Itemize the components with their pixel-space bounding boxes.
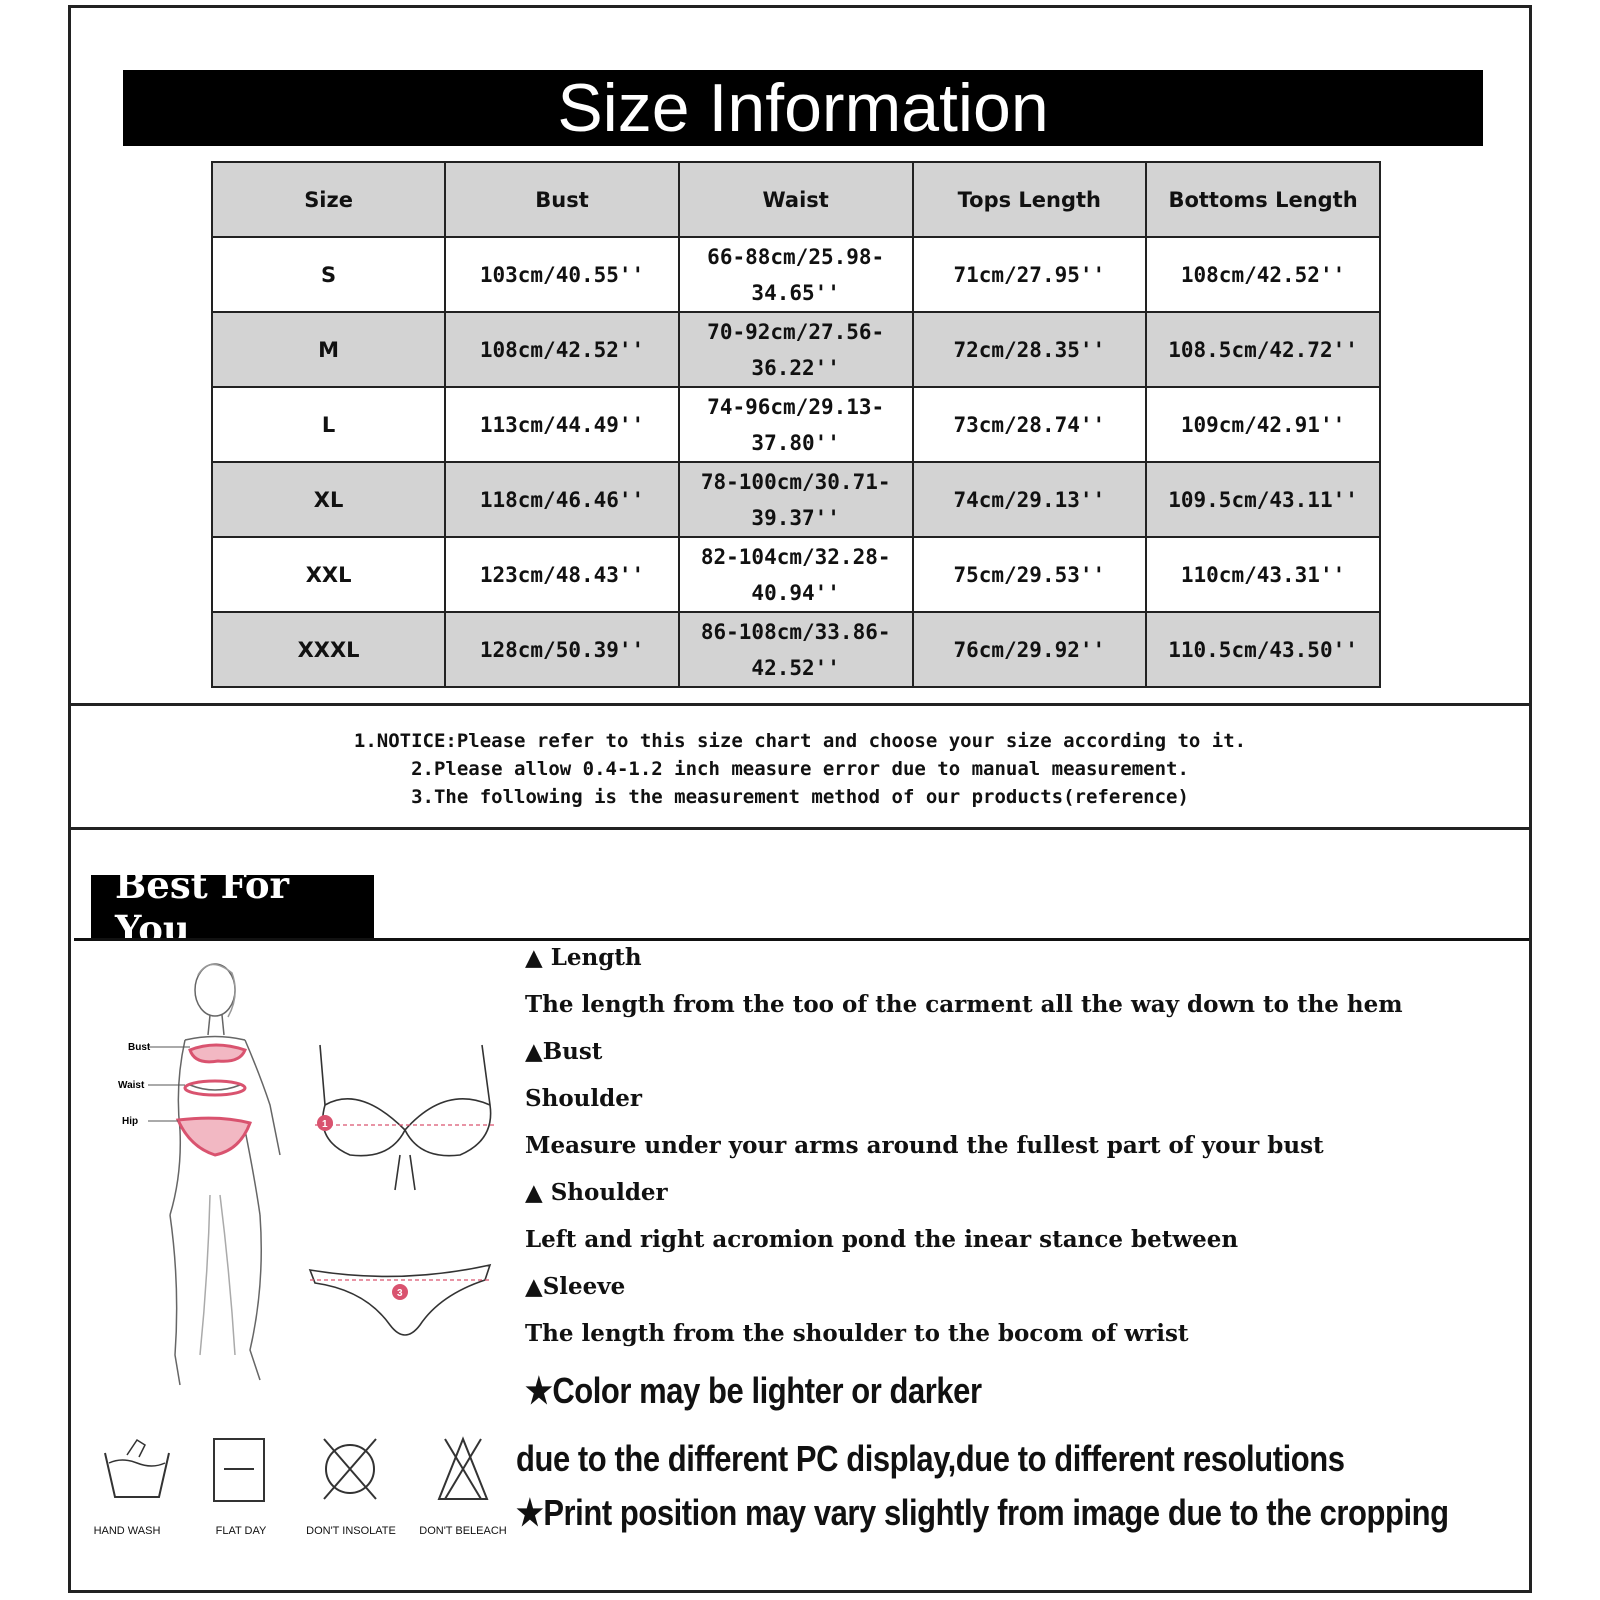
cell-bust: 128cm/50.39''	[445, 612, 679, 687]
guide-shoulder-heading: ▲ Shoulder	[525, 1179, 668, 1206]
cell-bottoms-length: 109cm/42.91''	[1146, 387, 1380, 462]
page-title: Size Information	[123, 70, 1483, 146]
cell-bust: 108cm/42.52''	[445, 312, 679, 387]
measurement-figure	[110, 955, 510, 1425]
cell-bust: 113cm/44.49''	[445, 387, 679, 462]
table-row	[212, 537, 1380, 612]
cell-waist: 86-108cm/33.86- 42.52''	[679, 612, 913, 687]
bra-top	[190, 1045, 245, 1062]
header-size: Size	[212, 162, 445, 237]
table-row	[212, 237, 1380, 312]
color-note: ★Color may be lighter or darker	[525, 1370, 982, 1411]
header-waist: Waist	[679, 162, 913, 237]
cell-bust: 118cm/46.46''	[445, 462, 679, 537]
cell-bottoms-length: 108.5cm/42.72''	[1146, 312, 1380, 387]
cell-size: XL	[212, 462, 445, 537]
guide-bust-heading: ▲Bust	[525, 1038, 603, 1065]
guide-length-heading: ▲ Length	[525, 944, 642, 971]
guide-shoulder-label: Shoulder	[525, 1085, 642, 1112]
table-row	[212, 612, 1380, 687]
label-hip: Hip	[122, 1116, 139, 1127]
cell-tops-length: 76cm/29.92''	[913, 612, 1147, 687]
print-note: ★Print position may vary slightly from image due to the cropping	[516, 1492, 1449, 1533]
cell-tops-length: 72cm/28.35''	[913, 312, 1147, 387]
cell-size: L	[212, 387, 445, 462]
cell-waist: 66-88cm/25.98- 34.65''	[679, 237, 913, 312]
cell-size: XXXL	[212, 612, 445, 687]
hand-wash-icon	[97, 1435, 197, 1510]
cell-bust: 103cm/40.55''	[445, 237, 679, 312]
cell-waist: 74-96cm/29.13- 37.80''	[679, 387, 913, 462]
notice-line: 2.Please allow 0.4-1.2 inch measure error due to manual measurement.	[411, 758, 1189, 780]
table-row	[212, 462, 1380, 537]
svg-text:3: 3	[397, 1288, 403, 1299]
care-label-dont-bleach: DON'T BELEACH	[419, 1525, 507, 1537]
care-label-hand-wash: HAND WASH	[93, 1525, 161, 1537]
cell-waist: 82-104cm/32.28- 40.94''	[679, 537, 913, 612]
cell-tops-length: 75cm/29.53''	[913, 537, 1147, 612]
cell-tops-length: 71cm/27.95''	[913, 237, 1147, 312]
label-bust: Bust	[128, 1042, 151, 1053]
label-waist: Waist	[118, 1080, 145, 1091]
guide-bust-text: Measure under your arms around the fullest part of your bust	[525, 1132, 1324, 1159]
cell-size: S	[212, 237, 445, 312]
care-label-flat-dry: FLAT DAY	[215, 1525, 267, 1537]
cell-bottoms-length: 109.5cm/43.11''	[1146, 462, 1380, 537]
cell-tops-length: 73cm/28.74''	[913, 387, 1147, 462]
cell-bottoms-length: 110.5cm/43.50''	[1146, 612, 1380, 687]
bra-sketch	[320, 1045, 491, 1190]
guide-sleeve-heading: ▲Sleeve	[525, 1273, 626, 1300]
bikini-bottom	[178, 1118, 250, 1155]
care-label-dont-insolate: DON'T INSOLATE	[306, 1525, 396, 1537]
svg-text:1: 1	[322, 1119, 328, 1130]
notice-line: 3.The following is the measurement method of our products(reference)	[411, 786, 1189, 808]
header-tops-length: Tops Length	[913, 162, 1147, 237]
cell-bottoms-length: 110cm/43.31''	[1146, 537, 1380, 612]
header-bottoms-length: Bottoms Length	[1146, 162, 1380, 237]
dont-insolate-icon	[320, 1435, 420, 1510]
cell-bottoms-length: 108cm/42.52''	[1146, 237, 1380, 312]
cell-tops-length: 74cm/29.13''	[913, 462, 1147, 537]
header-bust: Bust	[445, 162, 679, 237]
table-row	[212, 312, 1380, 387]
cell-waist: 78-100cm/30.71- 39.37''	[679, 462, 913, 537]
best-for-you-tab: Best For You	[91, 875, 374, 939]
section-rule	[74, 938, 1529, 941]
divider	[68, 827, 1532, 830]
size-table	[211, 161, 1381, 688]
table-row	[212, 387, 1380, 462]
guide-sleeve-text: The length from the shoulder to the bocom of wrist	[525, 1320, 1189, 1347]
flat-dry-icon	[210, 1435, 310, 1510]
display-note: due to the different PC display,due to different resolutions	[516, 1438, 1345, 1479]
waist-ring	[185, 1081, 245, 1095]
guide-shoulder-text: Left and right acromion pond the inear stance between	[525, 1226, 1239, 1253]
cell-waist: 70-92cm/27.56- 36.22''	[679, 312, 913, 387]
notice-text	[68, 727, 1532, 811]
cell-bust: 123cm/48.43''	[445, 537, 679, 612]
notice-line: 1.NOTICE:Please refer to this size chart and choose your size according to it.	[353, 730, 1247, 752]
guide-length-text: The length from the too of the carment all the way down to the hem	[525, 991, 1403, 1018]
divider	[68, 703, 1532, 706]
cell-size: XXL	[212, 537, 445, 612]
cell-size: M	[212, 312, 445, 387]
